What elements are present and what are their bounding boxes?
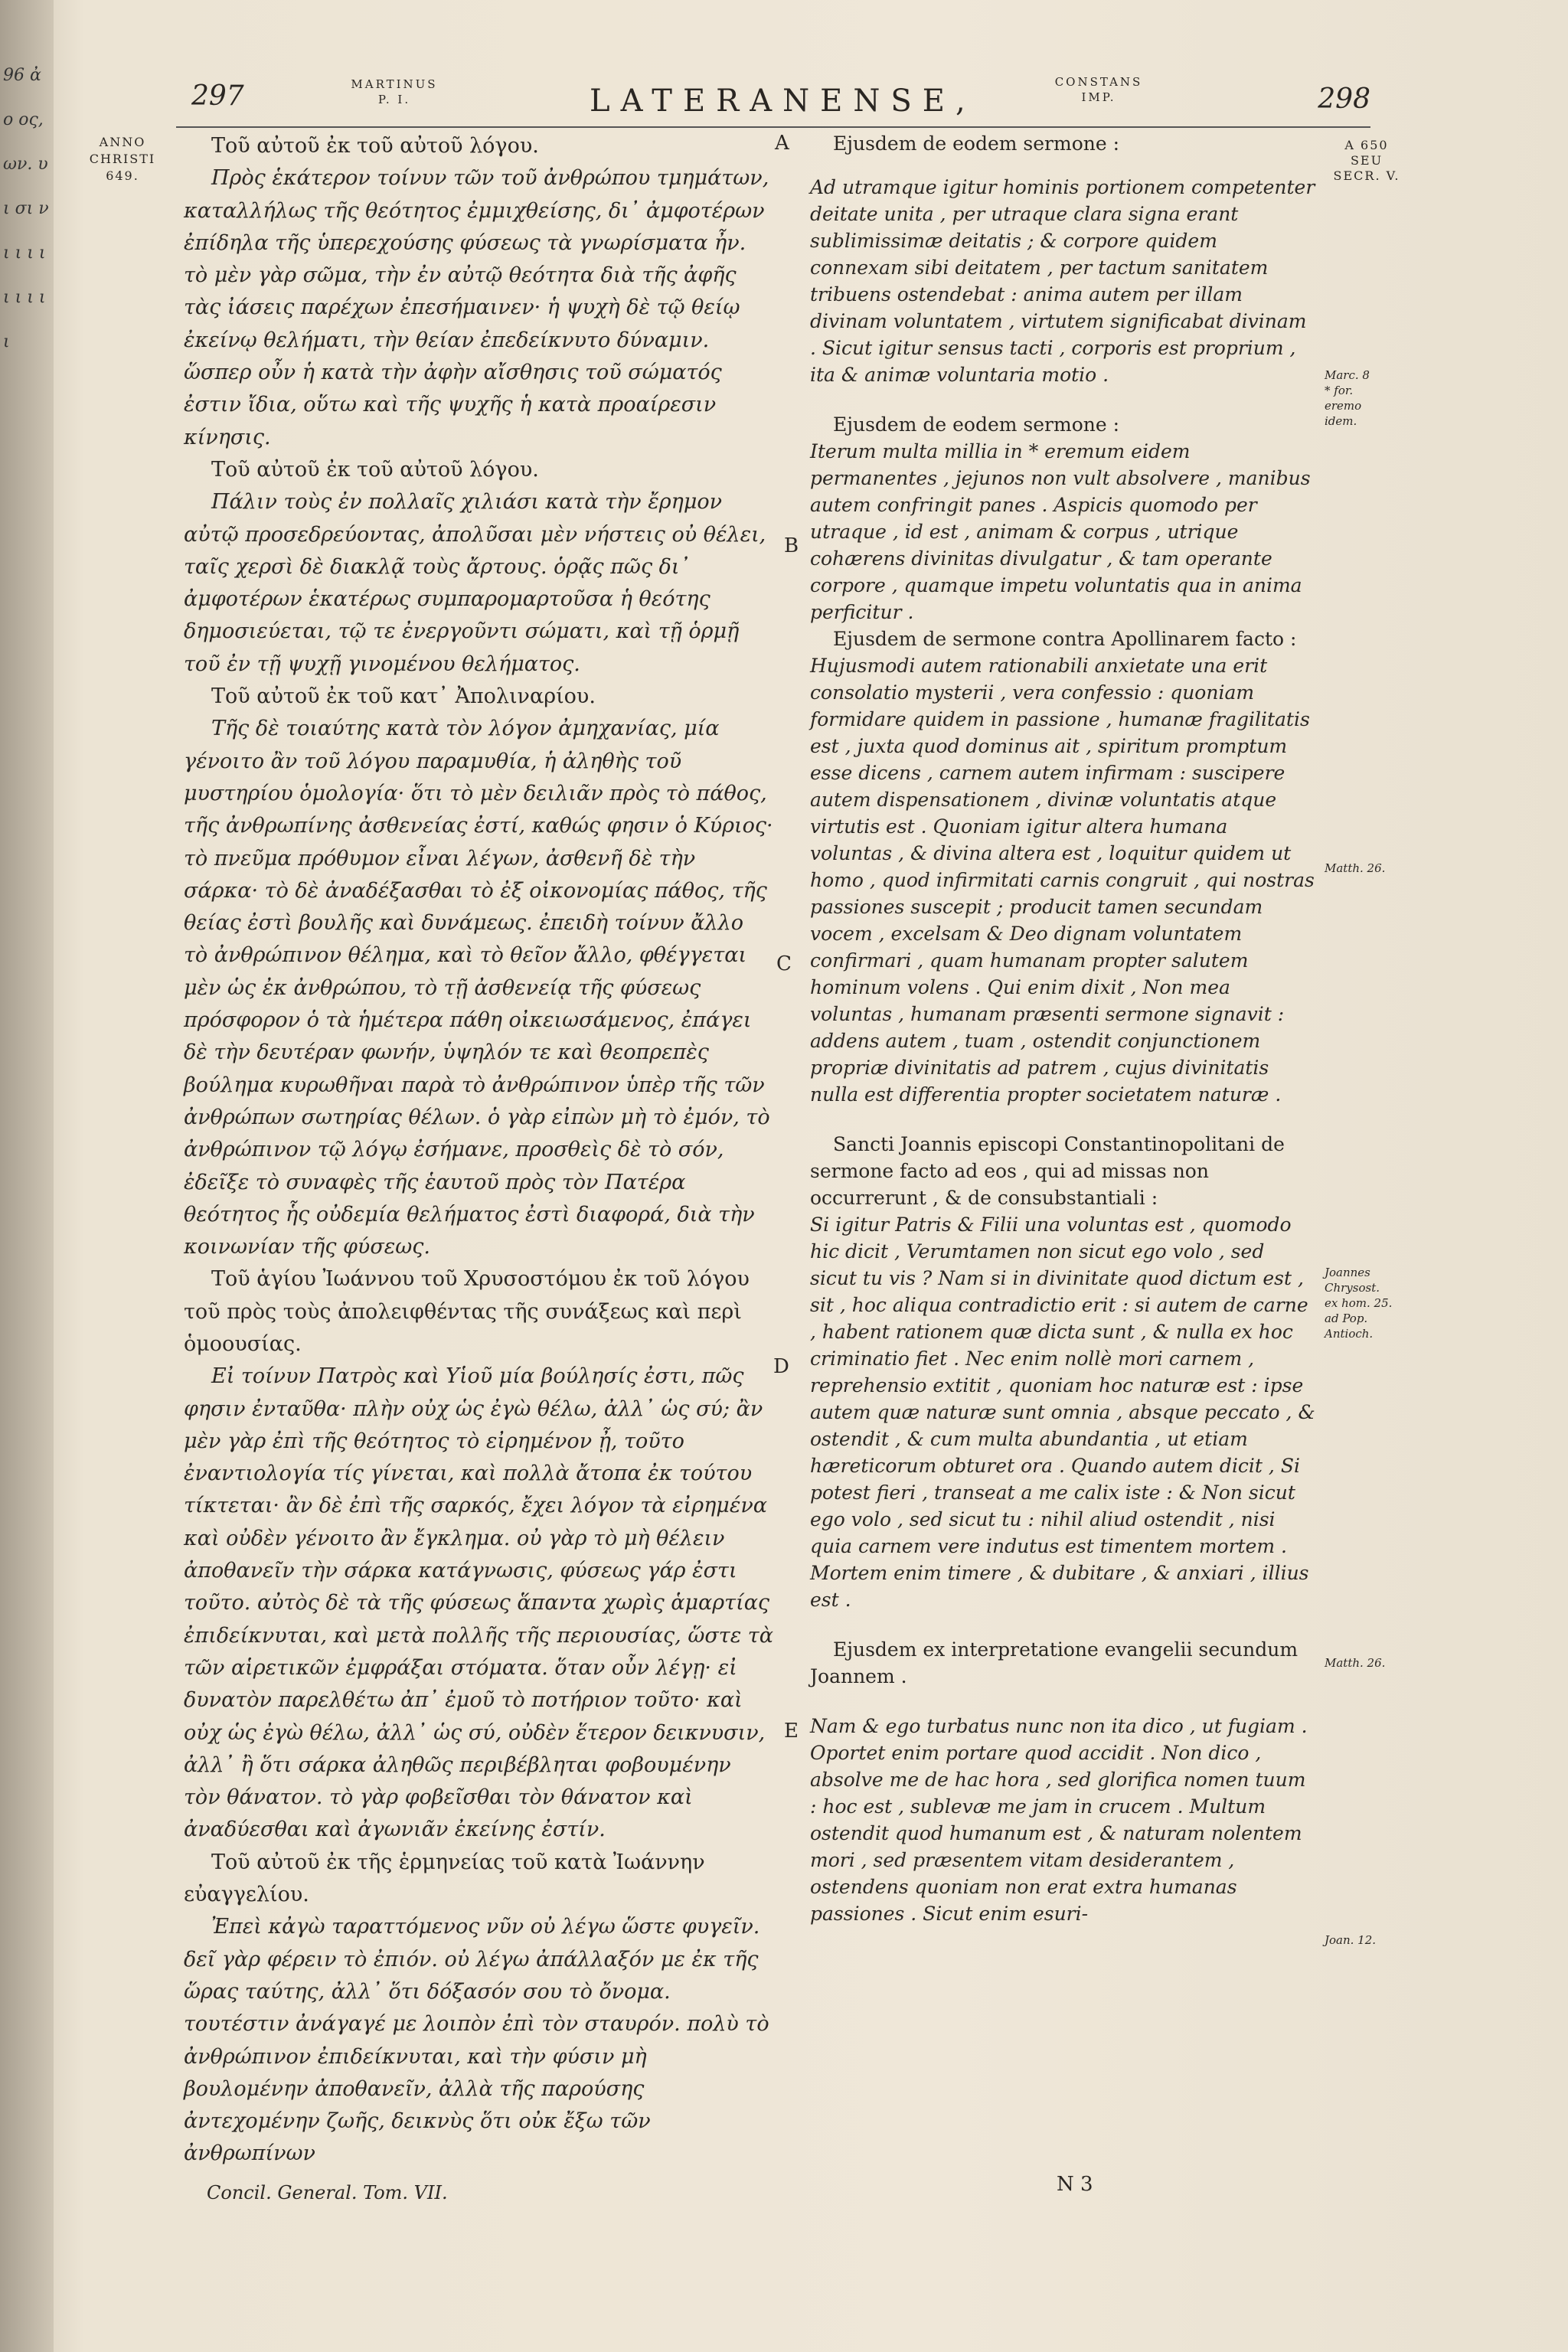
greek-heading-4: Τοῦ ἁγίου Ἰωάννου τοῦ Χρυσοστόμου ἐκ τοῦ λόγου τοῦ πρὸς τοὺς ἀπολειφθέντας τῆς συνάξεως καὶ περὶ ὁμοουσίας. bbox=[184, 1267, 750, 1356]
margin-ref-mark: Marc. 8 * for. eremo idem. bbox=[1325, 368, 1370, 428]
previous-page-edge bbox=[0, 0, 54, 2352]
section-letter-a: A bbox=[775, 132, 789, 155]
latin-paragraph-3: Hujusmodi autem rationabili anxietate una erit consolatio mysterii , vera confessio : quoniam formidare quidem in passione , humanæ fragilitatis est , juxta quod dominus ait , spiritum promptum esse dicens , carnem autem infirmam : suscipere autem dispensationem , divinæ voluntatis atque virtutis est . Quoniam igitur altera humana voluntas , & divina altera est , loquitur quidem ut homo , quod infirmitati carnis congruit , qui nostras passiones suscepit ; producit tamen secundam vocem , excelsam & Deo dignam voluntatem confirmari , quam humanam propter salutem hominum volens . Qui enim dixit , Non mea voluntas , humanam præsenti sermone signavit : addens autem , tuam , ostendit conjunctionem propriæ divinitatis ad patrem , cujus divinitatis nulla est differentia propter societatem naturæ . bbox=[810, 655, 1315, 1106]
header-right-label: CONSTANS IMP. bbox=[1054, 75, 1143, 104]
margin-ref-matthew-1: Matth. 26. bbox=[1325, 861, 1386, 875]
margin-year: ANNO CHRISTI 649. bbox=[89, 135, 156, 183]
page-number-left: 297 bbox=[191, 80, 244, 112]
margin-ref-matthew-2: Matth. 26. bbox=[1325, 1656, 1386, 1670]
header-rule bbox=[176, 126, 1370, 128]
page-number-right: 298 bbox=[1318, 83, 1370, 115]
greek-column bbox=[184, 130, 773, 2209]
greek-paragraph-3: Τῆς δὲ τοιαύτης κατὰ τὸν λόγον ἀμηχανίας, μία γένοιτο ἂν τοῦ λόγου παραμυθία, ἡ ἀληθὴς τοῦ μυστηρίου ὁμολογία· ὅτι τὸ μὲν δειλιᾶν πρὸς τὸ πάθος, τῆς ἀνθρωπίνης ἀσθενείας ἐστί, καθώς φησιν ὁ Κύριος· τὸ πνεῦμα πρόθυμον εἶναι λέγων, ἀσθενῆ δὲ τὴν σάρκα· τὸ δὲ ἀναδέξασθαι τὸ ἐξ οἰκονομίας πάθος, τῆς θείας ἐστὶ βουλῆς καὶ δυνάμεως. ἐπειδὴ τοίνυν ἄλλο τὸ ἀνθρώπινον θέλημα, καὶ τὸ θεῖον ἄλλο, φθέγγεται μὲν ὡς ἐκ ἀνθρώπου, τὸ τῇ ἀσθενείᾳ τῆς φύσεως πρόσφορον ὁ τὰ ἡμέτερα πάθη οἰκειωσάμενος, ἐπάγει δὲ τὴν δευτέραν φωνήν, ὑψηλόν τε καὶ θεοπρεπὲς βούλημα κυρωθῆναι παρὰ τὸ ἀνθρώπινον ὑπὲρ τῆς τῶν ἀνθρώπων σωτηρίας θέλων. ὁ γὰρ εἰπὼν μὴ τὸ ἐμόν, τὸ ἀνθρώπινον τῷ λόγῳ ἐσήμανε, προσθεὶς δὲ τὸ σόν, ἐδεῖξε τὸ συναφὲς τῆς ἑαυτοῦ πρὸς τὸν Πατέρα θεότητος ἧς οὐδεμία θελήματος ἐστὶ διαφορά, διὰ τὴν κοινωνίαν τῆς φύσεως. bbox=[184, 717, 773, 1259]
greek-heading-1: Τοῦ αὐτοῦ ἐκ τοῦ αὐτοῦ λόγου. bbox=[211, 134, 539, 158]
header-left-label: MARTINUS P. I. bbox=[351, 77, 438, 106]
margin-era-label: A 650 SEU SECR. V. bbox=[1333, 138, 1400, 183]
latin-heading-1: Ejusdem de eodem sermone : bbox=[833, 132, 1120, 155]
greek-heading-3: Τοῦ αὐτοῦ ἐκ τοῦ κατ᾽ Ἀπολιναρίου. bbox=[211, 684, 596, 709]
greek-heading-5: Τοῦ αὐτοῦ ἐκ τῆς ἑρμηνείας τοῦ κατὰ Ἰωάννην εὐαγγελίου. bbox=[184, 1850, 705, 1907]
signature-mark: N 3 bbox=[1057, 2173, 1093, 2196]
latin-heading-3: Ejusdem de sermone contra Apollinarem facto : bbox=[833, 628, 1297, 650]
latin-heading-5: Ejusdem ex interpretatione evangelii secundum Joannem . bbox=[810, 1638, 1298, 1687]
latin-heading-4: Sancti Joannis episcopi Constantinopolitani de sermone facto ad eos , qui ad missas non occurrerunt , & de consubstantiali : bbox=[810, 1133, 1285, 1209]
latin-paragraph-5: Nam & ego turbatus nunc non ita dico , ut fugiam . Oportet enim portare quod accidit . Non dico , absolve me de hac hora , sed glorifica nomen tuum : hoc est , sublevæ me jam in crucem . Multum ostendit quod humanum est , & naturam nolentem mori , sed præsentem vitam desiderantem , ostendens quoniam non erat extra humanas passiones . Sicut enim esuri- bbox=[810, 1715, 1308, 1925]
margin-ref-john: Joan. 12. bbox=[1325, 1933, 1377, 1947]
section-letter-d: D bbox=[773, 1355, 789, 1378]
section-letter-b: B bbox=[784, 534, 799, 557]
latin-paragraph-1: Ad utramque igitur hominis portionem competenter deitate unita , per utraque clara signa erant sublimissimæ deitatis ; & corpore quidem connexam sibi deitatem , per tactum sanitatem tribuens ostendebat : anima autem per illam divinam voluntatem , virtutem significabat divinam . Sicut igitur sensus tacti , corporis est proprium , ita & animæ voluntaria motio . bbox=[810, 176, 1315, 386]
volume-footer: Concil. General. Tom. VII. bbox=[207, 2181, 448, 2203]
page-title: LATERANENSE, bbox=[590, 83, 976, 119]
greek-paragraph-4: Εἰ τοίνυν Πατρὸς καὶ Υἱοῦ μία βούλησίς ἐστι, πῶς φησιν ἐνταῦθα· πλὴν οὐχ ὡς ἐγὼ θέλω, ἀλλ᾽ ὡς σύ; ἂν μὲν γὰρ ἐπὶ τῆς θεότητος τὸ εἰρημένον ᾖ, τοῦτο ἐναντιολογία τίς γίνεται, καὶ πολλὰ ἄτοπα ἐκ τούτου τίκτεται· ἂν δὲ ἐπὶ τῆς σαρκός, ἔχει λόγον τὰ εἰρημένα καὶ οὐδὲν γένοιτο ἂν ἔγκλημα. οὐ γὰρ τὸ μὴ θέλειν ἀποθανεῖν τὴν σάρκα κατάγνωσις, φύσεως γάρ ἐστι τοῦτο. αὐτὸς δὲ τὰ τῆς φύσεως ἅπαντα χωρὶς ἁμαρτίας ἐπιδείκνυται, καὶ μετὰ πολλῆς τῆς περιουσίας, ὥστε τὰ τῶν αἱρετικῶν ἐμφράξαι στόματα. ὅταν οὖν λέγῃ· εἰ δυνατὸν παρελθέτω ἀπ᾽ ἐμοῦ τὸ ποτήριον τοῦτο· καὶ οὐχ ὡς ἐγὼ θέλω, ἀλλ᾽ ὡς σύ, οὐδὲν ἕτερον δεικνυσιν, ἀλλ᾽ ἢ ὅτι σάρκα ἀληθῶς περιβέβληται φοβουμένην τὸν θάνατον. τὸ γὰρ φοβεῖσθαι τὸν θάνατον καὶ ἀναδύεσθαι καὶ ἀγωνιᾶν ἐκείνης ἐστίν. bbox=[184, 1364, 773, 1842]
latin-paragraph-4: Si igitur Patris & Filii una voluntas est , quomodo hic dicit , Verumtamen non sicut ego volo , sed sicut tu vis ? Nam si in divinitate quod dictum est , sit , hoc aliqua contradictio erit : si autem de carne , habent rationem quæ dicta sunt , & nulla ex hoc criminatio fiet . Nec enim nollè mori carnem , reprehensio extitit , quoniam hoc naturæ est : ipse autem quæ naturæ sunt omnia , absque peccato , & ostendit , & cum multa abundantia , ut etiam hæreticorum obturet ora . Quando autem dicit , Si potest fieri , transeat a me calix iste : & Non sicut ego volo , sed sicut tu : nihil aliud ostendit , nisi quia carnem vere indutus est timentem mortem . Mortem enim timere , & dubitare , & anxiari , illius est . bbox=[810, 1214, 1315, 1611]
latin-paragraph-2: Iterum multa millia in * eremum eidem permanentes , jejunos non vult absolvere , manibus autem confringit panes . Aspicis quomodo per utraque , id est , animam & corpus , utrique cohærens divinitas divulgatur , & tam operante corpore , quamque impetu voluntatis qua in anima perficitur . bbox=[810, 440, 1311, 623]
greek-paragraph-2: Πάλιν τοὺς ἐν πολλαῖς χιλιάσι κατὰ τὴν ἔρημον αὐτῷ προσεδρεύοντας, ἀπολῦσαι μὲν νήστεις οὐ θέλει, ταῖς χερσὶ δὲ διακλᾷ τοὺς ἄρτους. ὁρᾷς πῶς δι᾽ ἀμφοτέρων ἑκατέρως συμπαρομαρτοῦσα ἡ θεότης δημοσιεύεται, τῷ τε ἐνεργοῦντι σώματι, καὶ τῇ ὁρμῇ τοῦ ἐν τῇ ψυχῇ γινομένου θελήματος. bbox=[184, 490, 766, 676]
section-letter-c: C bbox=[776, 952, 792, 975]
greek-paragraph-5: Ἐπεὶ κἀγὼ ταραττόμενος νῦν οὐ λέγω ὥστε φυγεῖν. δεῖ γὰρ φέρειν τὸ ἐπιόν. οὐ λέγω ἀπάλλαξόν με ἐκ τῆς ὥρας ταύτης, ἀλλ᾽ ὅτι δόξασόν σου τὸ ὄνομα. τουτέστιν ἀνάγαγέ με λοιπὸν ἐπὶ τὸν σταυρόν. πολὺ τὸ ἀνθρώπινον ἐπιδείκνυται, καὶ τὴν φύσιν μὴ βουλομένην ἀποθανεῖν, ἀλλὰ τῆς παρούσης ἀντεχομένην ζωῆς, δεικνὺς ὅτι οὐκ ἔξω τῶν ἀνθρωπίνων bbox=[184, 1915, 769, 2166]
margin-ref-chrysostom: Joannes Chrysost. ex hom. 25. ad Pop. Antioch. bbox=[1325, 1266, 1393, 1341]
section-letter-e: E bbox=[784, 1720, 799, 1743]
latin-heading-2: Ejusdem de eodem sermone : bbox=[833, 413, 1120, 436]
greek-heading-2: Τοῦ αὐτοῦ ἐκ τοῦ αὐτοῦ λόγου. bbox=[211, 457, 539, 482]
running-header bbox=[176, 73, 1370, 126]
greek-paragraph-1: Πρὸς ἑκάτερον τοίνυν τῶν τοῦ ἀνθρώπου τμημάτων, καταλλήλως τῆς θεότητος ἐμμιχθείσης, δι᾽ ἀμφοτέρων ἐπίδηλα τῆς ὑπερεχούσης φύσεως τὰ γνωρίσματα ἦν. τὸ μὲν γὰρ σῶμα, τὴν ἐν αὐτῷ θεότητα διὰ τῆς ἀφῆς τὰς ἰάσεις παρέχων ἐπεσήμαινεν· ἡ ψυχὴ δὲ τῷ θείῳ ἐκείνῳ θελήματι, τὴν θείαν ἐπεδείκνυτο δύναμιν. ὥσπερ οὖν ἡ κατὰ τὴν ἀφὴν αἴσθησις τοῦ σώματός ἐστιν ἴδια, οὕτω καὶ τῆς ψυχῆς ἡ κατὰ προαίρεσιν κίνησις. bbox=[184, 166, 769, 449]
latin-column bbox=[810, 130, 1315, 1927]
previous-page-fragments: 96 ἀ ο ος, ων. υ ι σι ν ι ι ι ι ι ι ι ι ι bbox=[3, 66, 49, 351]
